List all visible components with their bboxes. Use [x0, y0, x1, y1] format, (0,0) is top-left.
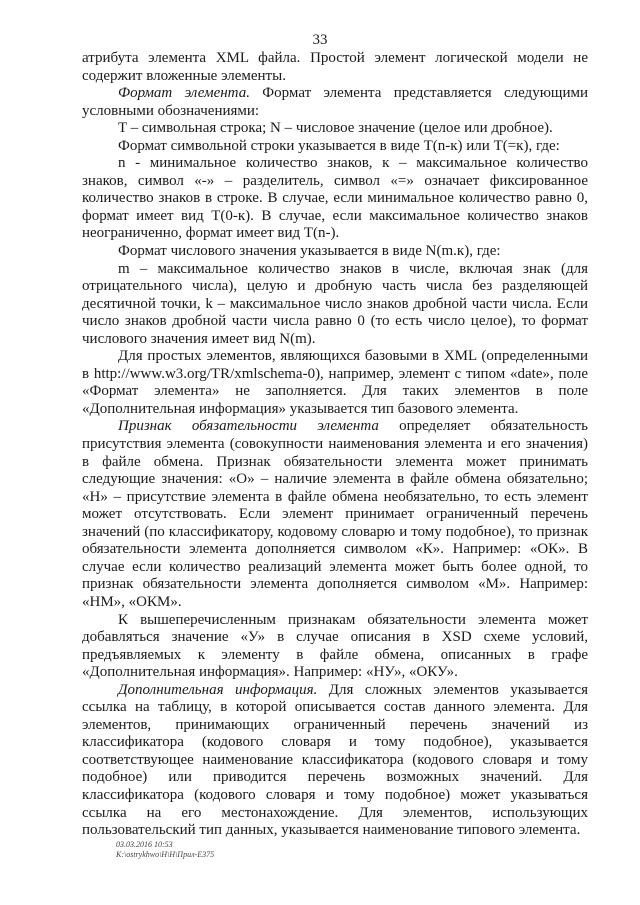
paragraph-additional-info: [82, 682, 588, 840]
page-number: 33: [312, 32, 328, 48]
paragraph-number-format: Формат числового значения указывается в виде N(m.к), где:: [118, 243, 501, 260]
paragraph-string-format-details: n - минимальное количество знаков, к – максимальное количество знаков, символ «-» – разделитель, символ «=» означает фиксированное количество знаков в строке. В случае, если минимальное количество равно 0, формат имеет вид T(0-к). В случае, если максимальное количество знаков неограниченно, формат имеет вид T(n-).: [82, 155, 588, 242]
paragraph-string-format: Формат символьной строки указывается в виде T(n-к) или T(=к), где:: [118, 137, 560, 154]
document-body: [82, 50, 588, 840]
term-additional-info: Дополнительная информация.: [118, 681, 318, 698]
paragraph-element-format: [82, 85, 588, 120]
footer-file-path: К:\ostrykhwo\Н\Н\Прил-Е375: [116, 850, 215, 859]
document-footer: [116, 840, 214, 860]
paragraph-format-notation: T – символьная строка; N – числовое значение (целое или дробное).: [118, 120, 553, 137]
paragraph-simple-element: атрибута элемента XML файла. Простой элемент логической модели не содержит вложенные элементы.: [82, 50, 588, 84]
paragraph-mandatory-flag-text: определяет обязательность присутствия элемента (совокупности наименования элемента и его значения) в файле обмена. Признак обязательности элемента может принимать следующие значения: «О» – наличие элемента в файле обмена обязательно; «Н» – присутствие элемента в файле обмена необязательно, то есть элемент может отсутствовать. Если элемент принимает ограниченный перечень значений (по классификатору, кодовому словарю и тому подобное), то признак обязательности элемента дополняется символом «К». Например: «ОК». В случае если количество реализаций элемента может быть более одной, то признак обязательности элемента дополняется символом «М». Например: «НМ», «ОКМ».: [82, 418, 588, 610]
term-mandatory-flag: Признак обязательности элемента: [118, 418, 379, 435]
paragraph-number-format-details: m – максимальное количество знаков в числе, включая знак (для отрицательного числа), целую и дробную часть числа без разделяющей десятичной точки, k – максимальное число знаков дробной части числа. Если число знаков дробной части числа равно 0 (то есть число целое), то формат числового значения имеет вид N(m).: [82, 260, 588, 347]
paragraph-condition-flag: К вышеперечисленным признакам обязательности элемента может добавляться значение «У» в случае описания в XSD схеме условий, предъявляемых к элементу в файле обмена, описанных в графе «Дополнительная информация». Например: «НУ», «ОКУ».: [82, 611, 588, 681]
paragraph-mandatory-flag: [82, 418, 588, 611]
term-element-format: Формат элемента.: [118, 85, 250, 102]
paragraph-element-format-text: Формат элемента представляется следующими условными обозначениями:: [82, 85, 588, 119]
paragraph-additional-info-text: Для сложных элементов указывается ссылка на таблицу, в которой описывается состав данного элемента. Для элементов, принимающих ограниченный перечень значений из классификатора (кодового словаря и тому подобное), указывается соответствующее наименование классификатора (кодового словаря и тому подобное) или приводится перечень возможных значений. Для классификатора (кодового словаря и тому подобное) может указываться ссылка на его местонахождение. Для элементов, использующих пользовательский тип данных, указывается наименование типового элемента.: [82, 681, 589, 839]
paragraph-base-types: Для простых элементов, являющихся базовыми в XML (определенными в http://www.w3.org/TR/xmlschema-0), например, элемент с типом «date», поле «Формат элемента» не заполняется. Для таких элементов в поле «Дополнительная информация» указывается тип базового элемента.: [82, 348, 588, 417]
footer-timestamp: 03.03.2016 10:53: [116, 840, 173, 849]
